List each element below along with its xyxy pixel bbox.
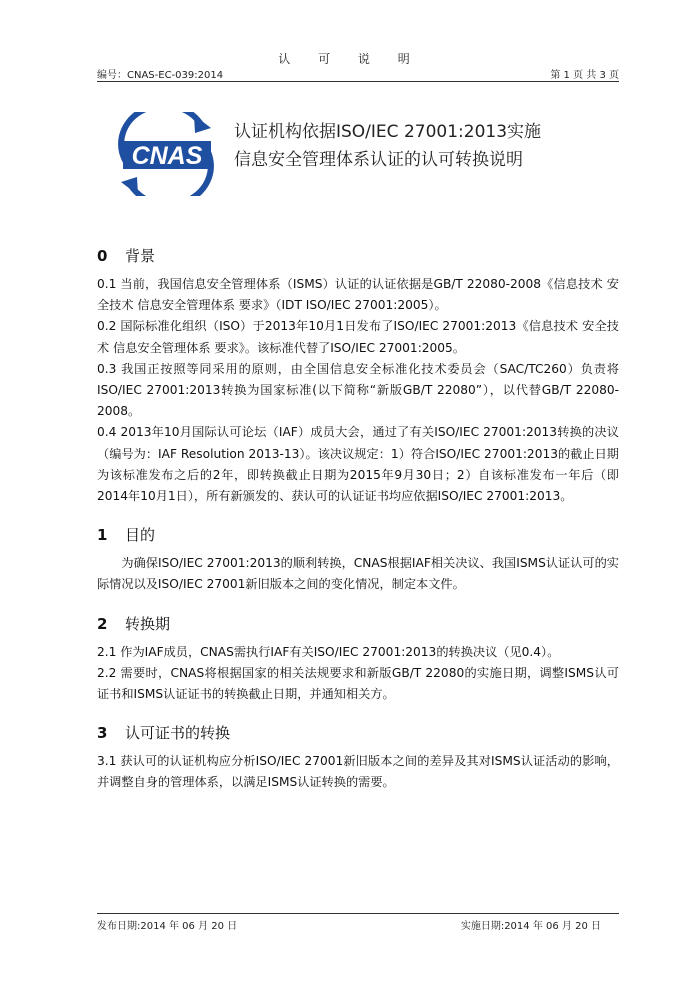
section-number: 2 bbox=[97, 614, 108, 633]
paragraph: 为确保ISO/IEC 27001:2013的顺利转换，CNAS根据IAF相关决议、我国ISMS认证认可的实际情况以及ISO/IEC 27001新旧版本之间的变化情况，制定本文件。 bbox=[97, 556, 619, 592]
page-header bbox=[97, 66, 619, 80]
section-transition-period bbox=[97, 610, 619, 706]
effective-date: 实施日期:2014 年 06 月 20 日 bbox=[460, 921, 601, 932]
section-title: 认可证书的转换 bbox=[125, 724, 231, 743]
logo-arrow-lower bbox=[121, 177, 138, 195]
section-heading bbox=[97, 242, 619, 274]
paragraph: 3.1 获认可的认证机构应分析ISO/IEC 27001新旧版本之间的差异及其对ISMS认证活动的影响，并调整自身的管理体系，以满足ISMS认证转换的需要。 bbox=[97, 754, 619, 790]
section-heading bbox=[97, 610, 619, 642]
logo-text: CNAS bbox=[131, 142, 203, 170]
section-number: 3 bbox=[97, 724, 108, 743]
paragraph: 0.3 我国正按照等同采用的原则，由全国信息安全标准化技术委员会（SAC/TC260）负责将ISO/IEC 27001:2013转换为国家标准(以下简称“新版GB/T 22080”），以代替GB/T 22080-2008。 bbox=[97, 361, 619, 419]
logo-arrow-upper bbox=[194, 115, 211, 133]
section-number: 0 bbox=[97, 247, 108, 265]
section-heading bbox=[97, 719, 619, 751]
page-info: 第 1 页 共 3 页 bbox=[550, 70, 619, 81]
paragraph: 0.2 国际标准化组织（ISO）于2013年10月1日发布了ISO/IEC 27001:2013《信息技术 安全技术 信息安全管理体系 要求》。该标准代替了ISO/IEC 27001:2005。 bbox=[97, 319, 619, 355]
document-type: 认 可 说 明 bbox=[278, 52, 422, 66]
section-title: 转换期 bbox=[125, 614, 171, 633]
paragraph: 2.1 作为IAF成员，CNAS需执行IAF有关ISO/IEC 27001:2013的转换决议（见0.4）。 bbox=[97, 644, 560, 659]
section-certificate-transition bbox=[97, 719, 619, 793]
page-footer bbox=[97, 917, 619, 931]
cnas-logo-graphic bbox=[110, 112, 222, 196]
section-title: 目的 bbox=[125, 526, 156, 545]
paragraph: 0.1 当前，我国信息安全管理体系（ISMS）认证的认证依据是GB/T 22080-2008《信息技术 安全技术 信息安全管理体系 要求》（IDT ISO/IEC 27001:2005）。 bbox=[97, 277, 619, 313]
section-purpose bbox=[97, 521, 619, 595]
section-background bbox=[97, 242, 619, 507]
footer-rule bbox=[97, 913, 619, 914]
paragraph: 0.4 2013年10月国际认可论坛（IAF）成员大会，通过了有关ISO/IEC 27001:2013转换的决议（编号为：IAF Resolution 2013-13）。该决议规定：1）符合ISO/IEC 27001:2013的截止日期为该标准发布之后的2年，即转换截止日期为2015年9月30日；2）自该标准发布一年后（即2014年10月1日），所有新颁发的、获认可的认证证书均应依据ISO/IEC 27001:2013。 bbox=[97, 425, 619, 504]
document-number: 编号：CNAS-EC-039:2014 bbox=[97, 70, 224, 81]
document-title bbox=[234, 118, 614, 174]
section-title: 背景 bbox=[125, 247, 156, 265]
cnas-logo bbox=[110, 112, 222, 196]
title-line-2: 信息安全管理体系认证的认可转换说明 bbox=[234, 150, 523, 170]
document-body bbox=[97, 242, 619, 794]
paragraph: 2.2 需要时，CNAS将根据国家的相关法规要求和新版GB/T 22080的实施日期，调整ISMS认可证书和ISMS认证证书的转换截止日期，并通知相关方。 bbox=[97, 665, 619, 702]
title-line-1: 认证机构依据ISO/IEC 27001:2013实施 bbox=[234, 122, 542, 142]
section-heading bbox=[97, 521, 619, 553]
publish-date: 发布日期:2014 年 06 月 20 日 bbox=[97, 921, 238, 932]
section-number: 1 bbox=[97, 526, 108, 545]
header-rule bbox=[97, 81, 619, 82]
